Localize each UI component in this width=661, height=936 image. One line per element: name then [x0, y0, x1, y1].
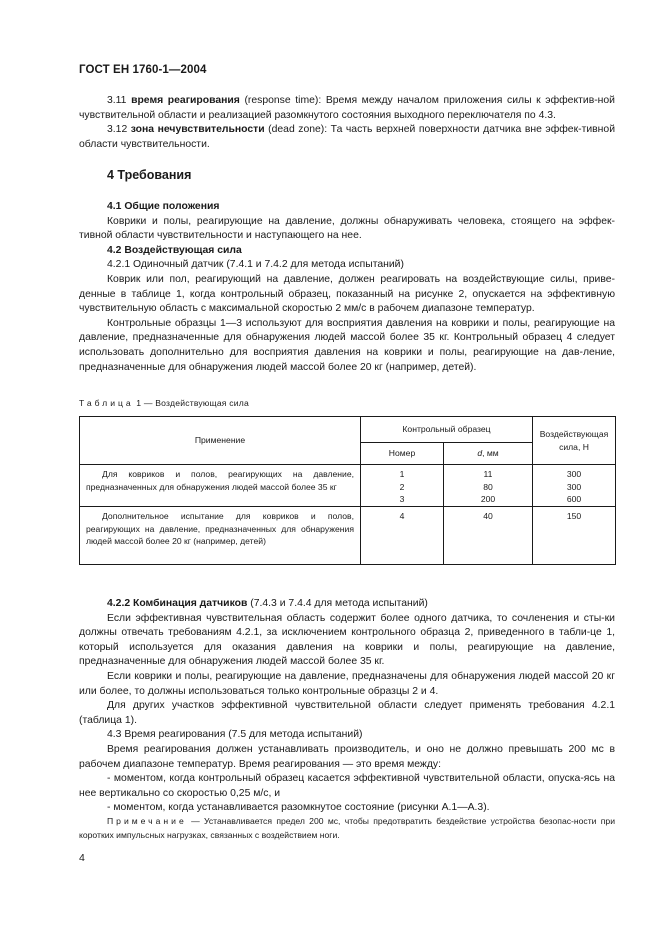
row-2-d-value: 40 — [444, 507, 533, 565]
table-1 — [79, 416, 616, 565]
row-2-number: 4 — [361, 507, 444, 565]
table-1-caption: Таблица 1 — Воздействующая сила — [79, 398, 249, 408]
section-4-2-2-body — [79, 597, 615, 816]
page-number: 4 — [79, 852, 85, 864]
definition-3-11: 3.11 время реагирования (response time): Время между началом приложения силы к эффектив-ной чувствительной области и реализацией разомкнутого состояния выходного переключателя по 4.3. — [79, 95, 615, 121]
row-1-application: Для ковриков и полов, реагирующих на давление, предназначенных для обнаружения людей массой более 35 кг — [80, 465, 361, 507]
definition-3-12: 3.12 зона нечувствительности (dead zone): Та часть верхней поверхности датчика вне эффек-тивной области чувствительности. — [79, 124, 615, 150]
section-4-1-text: Коврики и полы, реагирующие на давление, должны обнаруживать человека, стоящего на эффек-тивной области чувствительности и наступающего на нее. — [79, 215, 615, 242]
page-header: ГОСТ ЕН 1760-1—2004 — [79, 64, 207, 76]
table-row — [80, 507, 616, 565]
definitions-block — [79, 94, 615, 152]
header-sample: Контрольный образец — [361, 417, 533, 443]
section-4-title: 4 Требования — [107, 168, 192, 182]
section-4-1-title: 4.1 Общие положения — [107, 201, 220, 212]
section-4-2-1-para-2: Контрольные образцы 1—3 используют для восприятия давления на коврики и полы, реагирующие на давление, предназначенные для обнаружения людей массой более 35 кг. Контрольный образец 4 следует использовать дополнительно для восприятия давления на коврики и полы, реагирующие на дав-ление, предназначенные для обнаружения людей массой более 20 кг (например, детей). — [79, 317, 615, 373]
section-4-2-title: 4.2 Воздействующая сила — [107, 244, 242, 256]
section-4-3-bullet-2: - моментом, когда устанавливается разомкнутое состояние (рисунки А.1—А.3). — [107, 802, 490, 814]
table-row — [80, 465, 616, 507]
section-4-2-2-para-2: Если коврики и полы, реагирующие на давление, предназначены для обнаружения людей массой 20 кг или более, то должны использоваться только контрольные образцы 2 и 4. — [79, 670, 615, 697]
section-4-2-1-para-1: Коврик или пол, реагирующий на давление, должен реагировать на воздействующие силы, приве-денные в таблице 1, когда контрольный образец, показанный на рисунке 2, опускается на эффективную чувствительную область с максимальной скоростью 2 мм/с в рабочем диапазоне температур. — [79, 273, 615, 315]
section-4-3-bullet-1: - моментом, когда контрольный образец касается эффективной чувствительной области, опуска-ясь на нее вертикально со скоростью 0,25 м/с, и — [79, 773, 615, 799]
section-4-2-2-para-3: Для других участков эффективной чувствительной области следует применять требования 4.2.1 (таблица 1). — [79, 700, 615, 726]
term-dead-zone: зона нечувствительности — [130, 124, 265, 136]
row-1-numbers: 1 2 3 — [361, 465, 444, 507]
section-4-3-para-1: Время реагирования должен устанавливать производитель, и оно не должно превышать 200 мс в рабочем диапазоне температур. Время реагирования — это время между: — [79, 743, 615, 770]
section-4-body — [79, 200, 615, 375]
note: Примечание — Устанавливается предел 200 мс, чтобы предотвратить бездействие устройства безопас-ности при коротких импульсных нагрузках, связанных с воздействием ноги. — [79, 816, 615, 840]
header-force: Воздействующая сила, Н — [533, 417, 616, 465]
header-number: Номер — [361, 443, 444, 465]
row-1-force-values: 300 300 600 — [533, 465, 616, 507]
section-4-3-title: 4.3 Время реагирования (7.5 для метода испытаний) — [107, 729, 363, 741]
section-4-2-1-title: 4.2.1 Одиночный датчик (7.4.1 и 7.4.2 для метода испытаний) — [107, 259, 404, 271]
header-application: Применение — [80, 417, 361, 465]
term-response-time: время реагирования — [131, 95, 240, 106]
row-1-d-values: 11 80 200 — [444, 465, 533, 507]
section-4-2-2-title: 4.2.2 Комбинация датчиков (7.4.3 и 7.4.4 для метода испытаний) — [107, 598, 428, 609]
row-2-application: Дополнительное испытание для ковриков и полов, реагирующих на давление, предназначенных для обнаружения людей массой более 20 кг (например, детей) — [80, 507, 361, 565]
section-4-2-2-para-1: Если эффективная чувствительная область содержит более одного датчика, то сочленения и сты-ки должны отвечать требованиям 4.2.1, за исключением контрольного образца 2, приведенного в табли-це 1, который используется для оказания давления на коврики и полы, реагирующие на давление, предназначенные для обнаружения людей массой более 35 кг. — [79, 612, 615, 668]
row-2-force-value: 150 — [533, 507, 616, 565]
header-d: d, мм — [444, 443, 533, 465]
